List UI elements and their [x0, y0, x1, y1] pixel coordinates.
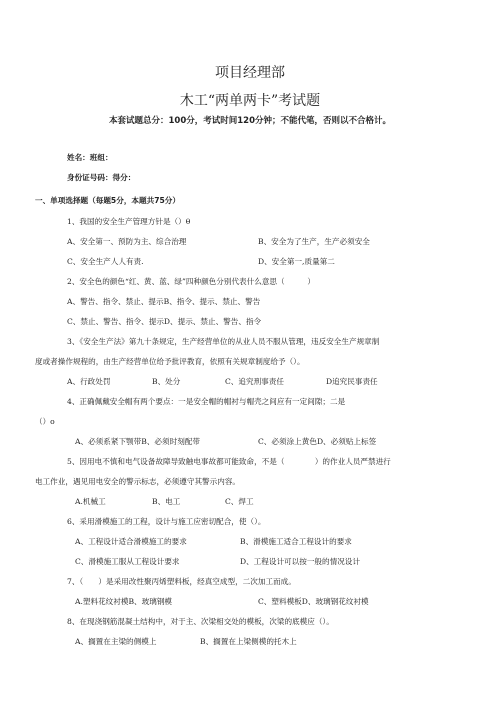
- question-8: 8、在现浇钢筋混凝土结构中，对于主、次梁相交处的模板，次梁的底模应（）。: [67, 617, 334, 626]
- q4-option-ab: A、必须系紧下颚带B、必须时刻配带: [75, 437, 200, 446]
- q4-option-cd: C、必须涂上黄色D、必须贴上标签: [258, 437, 377, 446]
- q6-option-d: D、工程设计可以按一般的情况设计: [240, 557, 360, 566]
- q1-option-d: D、安全第一,质量第二: [258, 257, 335, 266]
- q6-option-b: B、滑模施工适合工程设计的要求: [240, 537, 352, 546]
- question-3-cont: 度或者操作规程的，由生产经营单位给予批评教育，依照有关规章制度给予（）。: [35, 357, 305, 366]
- question-5-cont: 电工作业，遇见用电安全的警示标志，必须遵守其警示内容。: [35, 477, 241, 486]
- question-7: 7、（ ）是采用改性聚丙烯塑料板，经真空成型，二次加工而成。: [67, 577, 296, 586]
- q1-option-a: A、安全第一、预防为主、综合治理: [67, 237, 187, 246]
- q3-option-b: B、处分: [152, 377, 181, 386]
- id-score-field: 身份证号码：得分：: [67, 173, 136, 182]
- q3-option-c: C、追究刑事责任: [225, 377, 284, 386]
- question-1: 1、我国的安全生产管理方针是（）θ: [67, 217, 191, 226]
- q8-option-b: B、搁置在上梁侧模的托木上: [200, 637, 297, 646]
- q5-option-c: C、焊工: [225, 497, 254, 506]
- q2-option-cd: C、禁止、警告、指令、提示D、提示、禁止、警告、指令: [67, 317, 262, 326]
- q2-option-ab: A、警告、指令、禁止、提示B、指令、提示、禁止、警告: [67, 297, 261, 306]
- q1-option-b: B、安全为了生产，生产必须安全: [258, 237, 370, 246]
- question-2: 2、安全色的颜色“红、黄、蓝、绿”四种颜色分别代表什么意思（ ）: [67, 277, 315, 286]
- name-group-field: 姓名：班组：: [67, 153, 113, 162]
- question-4: 4、正确佩戴安全帽有两个要点：一是安全帽的帽衬与帽壳之间应有一定间隙；二是: [67, 397, 346, 406]
- q5-option-a: A.机械工: [75, 497, 106, 506]
- section-heading: 一、单项选择题（每题5分，本题共75分）: [35, 196, 180, 205]
- q3-option-d: D追究民事责任: [326, 377, 378, 386]
- q6-option-c: C、滑模施工服从工程设计要求: [75, 557, 180, 566]
- q5-option-b: B、电工: [152, 497, 181, 506]
- q8-option-a: A、搁置在主梁的侧模上: [75, 637, 157, 646]
- q3-option-a: A、行政处罚: [67, 377, 111, 386]
- department-title: 项目经理部: [215, 65, 285, 81]
- q1-option-c: C、安全生产人人有责.: [67, 257, 144, 266]
- question-5: 5、因用电不慎和电气设备故障导致触电事故都可能致命，不是（ ）的作业人员严禁进行: [67, 457, 391, 466]
- q6-option-a: A、工程设计适合滑模施工的要求: [75, 537, 187, 546]
- exam-note: 本套试题总分：100分，考试时间120分钟；不能代笔，否则以不合格计。: [109, 116, 391, 126]
- exam-title: 木工“两单两卡”考试题: [179, 93, 321, 109]
- q7-option-cd: C、塑料模板D、玻璃钢花纹衬模: [258, 597, 369, 606]
- question-3: 3、《安全生产法》第九十条规定，生产经营单位的从业人员不服从管理，违反安全生产规章制: [67, 337, 380, 346]
- question-6: 6、采用滑模施工的工程，设计与施工应密切配合，使（）。: [67, 517, 266, 526]
- question-4-cont: （）o: [35, 417, 55, 426]
- q7-option-ab: A.塑料花纹衬模B、玻璃钢模: [75, 597, 173, 606]
